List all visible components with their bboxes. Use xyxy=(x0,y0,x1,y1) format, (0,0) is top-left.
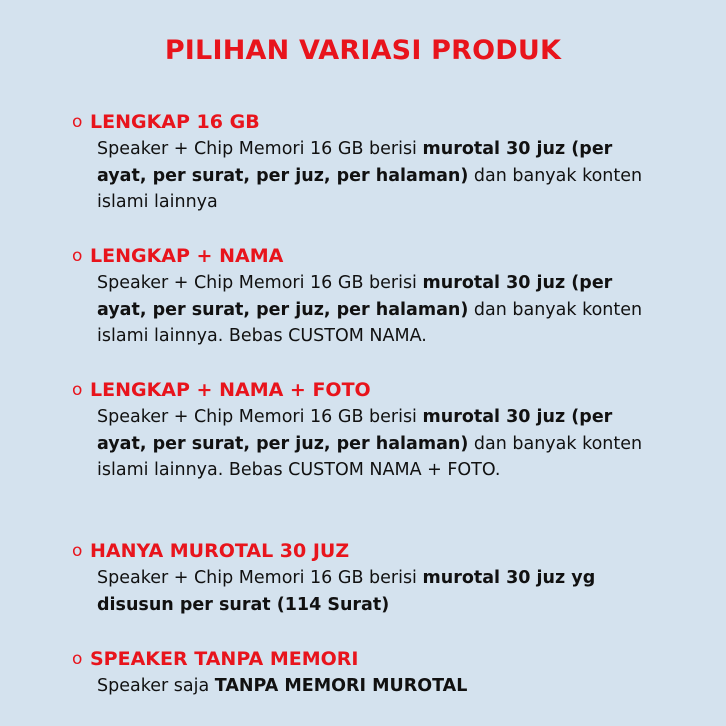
desc-bold-text: murotal 30 juz (per ayat, per surat, per juz, per halaman) xyxy=(97,407,613,454)
desc-bold-text: murotal 30 juz (per ayat, per surat, per juz, per halaman) xyxy=(97,139,613,186)
product-option-lengkap-nama-foto xyxy=(72,376,712,484)
option-header xyxy=(72,645,712,673)
option-header xyxy=(72,242,712,270)
option-header xyxy=(72,376,712,404)
option-description xyxy=(97,673,657,700)
page-title: PILIHAN VARIASI PRODUK xyxy=(164,35,562,66)
option-description xyxy=(97,404,657,484)
circle-bullet-icon: o xyxy=(72,649,83,669)
option-title: LENGKAP + NAMA xyxy=(90,245,284,267)
option-title: SPEAKER TANPA MEMORI xyxy=(90,648,359,670)
desc-bold-text: TANPA MEMORI MUROTAL xyxy=(214,676,468,696)
option-title: HANYA MUROTAL 30 JUZ xyxy=(90,540,350,562)
desc-bold-text: murotal 30 juz (per ayat, per surat, per juz, per halaman) xyxy=(97,273,613,320)
circle-bullet-icon: o xyxy=(72,246,83,266)
desc-text: dan banyak konten islami lainnya. Bebas CUSTOM NAMA + FOTO. xyxy=(97,433,643,480)
desc-text: dan banyak konten islami lainnya xyxy=(97,165,643,212)
product-option-lengkap-nama xyxy=(72,242,712,350)
desc-text: Speaker + Chip Memori 16 GB berisi xyxy=(97,568,423,588)
option-description xyxy=(97,565,657,618)
option-title: LENGKAP + NAMA + FOTO xyxy=(90,379,371,401)
desc-text: dan banyak konten islami lainnya. Bebas CUSTOM NAMA. xyxy=(97,299,643,346)
desc-text: Speaker + Chip Memori 16 GB berisi xyxy=(97,139,423,159)
circle-bullet-icon: o xyxy=(72,541,83,561)
option-header xyxy=(72,537,712,565)
option-description xyxy=(97,136,657,216)
circle-bullet-icon: o xyxy=(72,112,83,132)
desc-text: Speaker saja xyxy=(97,676,215,696)
option-header xyxy=(72,108,712,136)
option-title: LENGKAP 16 GB xyxy=(90,111,260,133)
product-option-speaker-tanpa-memori xyxy=(72,645,712,700)
circle-bullet-icon: o xyxy=(72,380,83,400)
option-description xyxy=(97,270,657,350)
desc-text: Speaker + Chip Memori 16 GB berisi xyxy=(97,273,423,293)
desc-bold-text: murotal 30 juz yg disusun per surat (114 Surat) xyxy=(97,568,596,615)
product-option-hanya-murotal xyxy=(72,537,712,618)
desc-text: Speaker + Chip Memori 16 GB berisi xyxy=(97,407,423,427)
product-option-lengkap-16gb xyxy=(72,108,712,216)
